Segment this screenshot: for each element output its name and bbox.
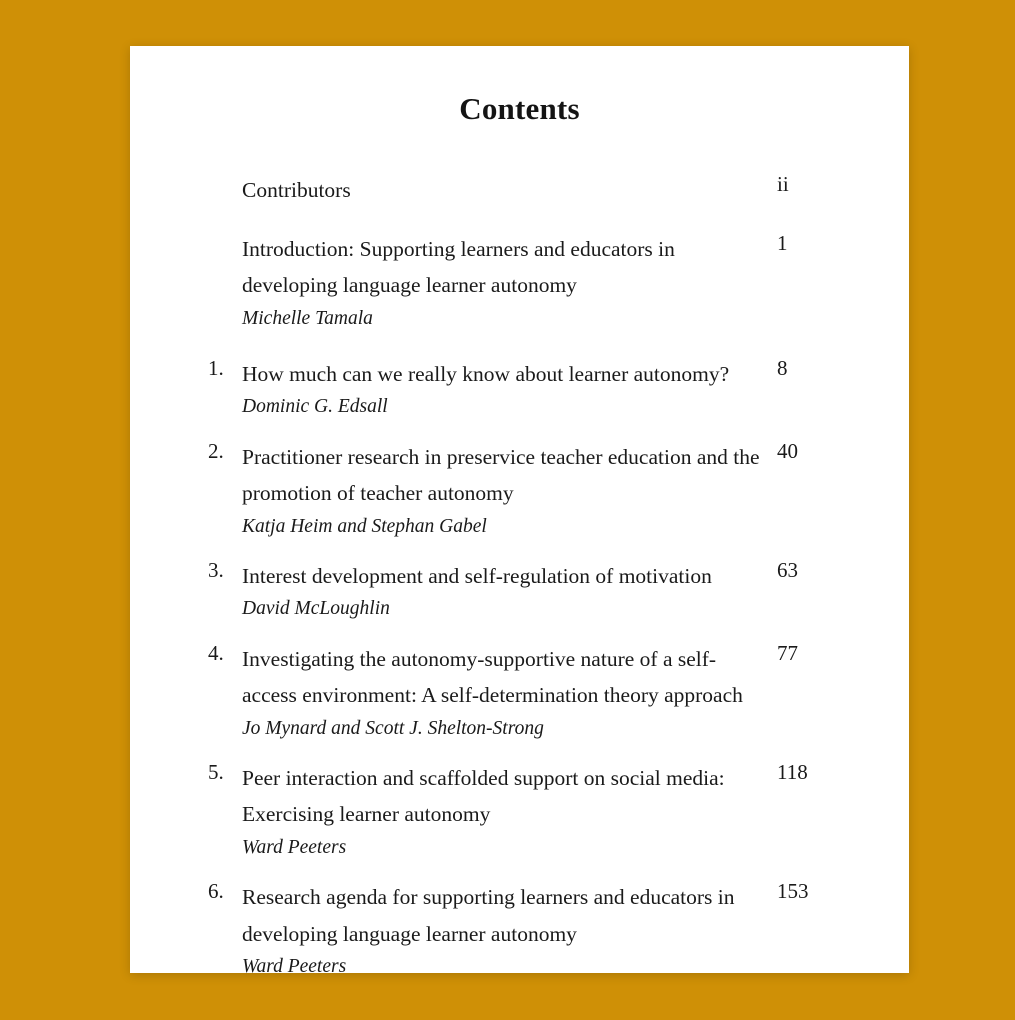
toc-entry-title: Peer interaction and scaffolded support on social media: Exercising learner autonomy (242, 765, 725, 827)
toc-entry-number: 6. (208, 879, 224, 904)
toc-entry-title: How much can we really know about learner autonomy? (242, 361, 730, 386)
toc-entry-number: 5. (208, 759, 224, 784)
toc-entry[interactable] (208, 172, 847, 209)
toc-entry-number: 4. (208, 640, 224, 665)
toc-entry-author: Dominic G. Edsall (242, 396, 388, 418)
toc-entry[interactable] (208, 558, 847, 625)
toc-entry[interactable] (208, 356, 847, 423)
toc-entry-page: 63 (777, 557, 798, 582)
toc-entry-author: Jo Mynard and Scott J. Shelton-Strong (242, 717, 544, 739)
toc-entry-author: Ward Peeters (242, 836, 347, 858)
toc-entry-page: 8 (777, 355, 788, 380)
toc-entry-title: Interest development and self-regulation of motivation (242, 563, 712, 588)
toc-entry-page: ii (777, 172, 789, 196)
toc-entry-title: Introduction: Supporting learners and educators in developing language learner autonomy (242, 236, 675, 298)
toc-entry[interactable] (208, 641, 847, 744)
toc-entry-page: 40 (777, 438, 798, 463)
toc-entry[interactable] (208, 439, 847, 542)
toc-entry-page: 1 (777, 230, 788, 255)
toc-entry-number: 3. (208, 557, 224, 582)
toc-entry[interactable] (208, 760, 847, 863)
toc-entry-author: Katja Heim and Stephan Gabel (242, 515, 487, 537)
page-title: Contents (459, 91, 580, 126)
toc-entry-title: Contributors (242, 178, 351, 202)
toc-entry-page: 153 (777, 879, 809, 904)
toc-entry[interactable] (208, 879, 847, 982)
toc-entry-title: Research agenda for supporting learners and educators in developing language learner autonomy (242, 885, 735, 946)
toc-entry-number: 2. (208, 438, 224, 463)
toc-entry-page: 118 (777, 759, 808, 784)
toc-entry-page: 77 (777, 640, 798, 665)
toc-entry-author: David McLoughlin (242, 598, 390, 620)
toc-entry-author: Ward Peeters (242, 956, 347, 978)
toc-entry[interactable] (208, 231, 847, 334)
toc-entry-title: Practitioner research in preservice teacher education and the promotion of teacher autonomy (242, 444, 760, 506)
toc-entry-title: Investigating the autonomy-supportive nature of a self-access environment: A self-determination theory approach (242, 646, 743, 708)
table-of-contents (130, 172, 909, 982)
toc-entry-author: Michelle Tamala (242, 307, 373, 329)
toc-entry-number: 1. (208, 355, 224, 380)
document-page (130, 46, 909, 978)
